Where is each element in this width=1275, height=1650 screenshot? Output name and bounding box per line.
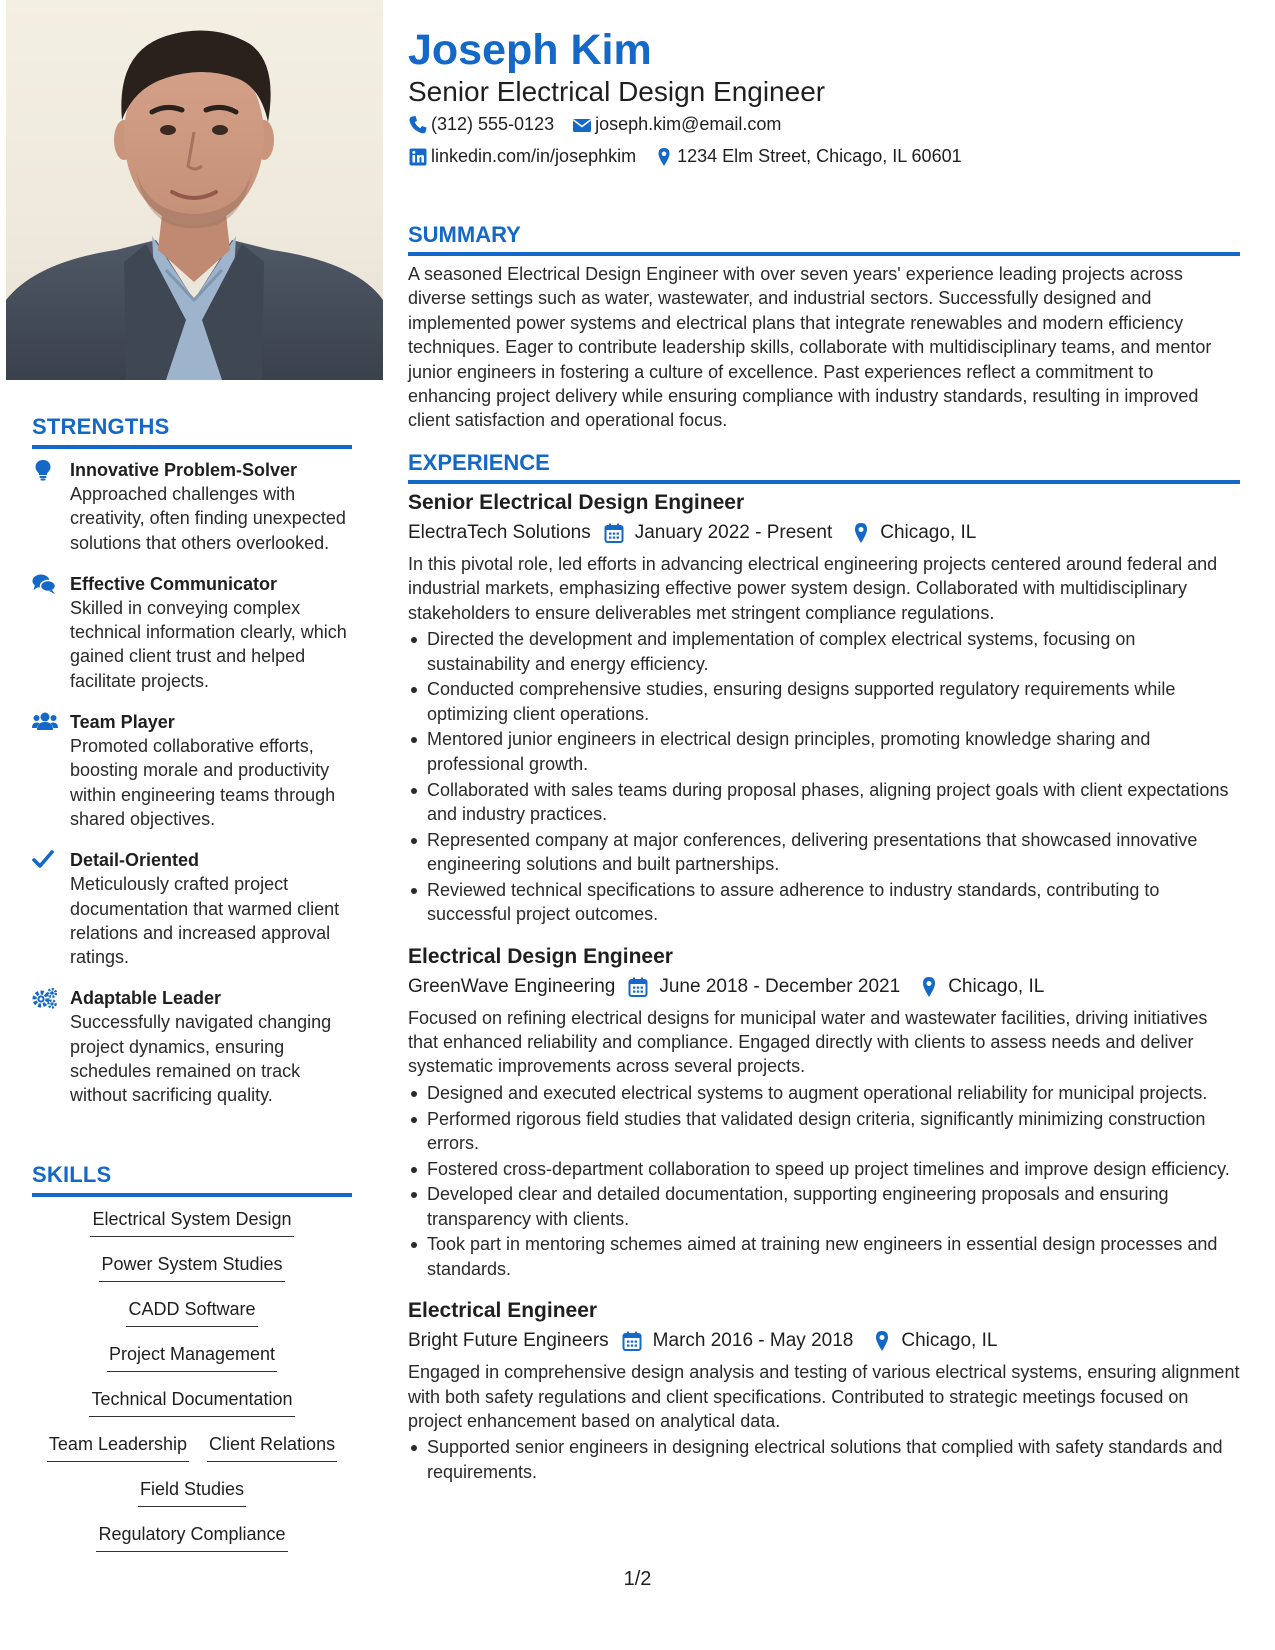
skills-list — [32, 1207, 352, 1567]
map-pin-icon — [654, 147, 674, 167]
job-description: In this pivotal role, led efforts in advancing electrical engineering projects centered around federal and industrial markets, emphasizing effective power system design. Collaborated with multidisciplinary stakeholders to ensure deliverables met stringent compliance regulations. — [408, 554, 1218, 623]
job-title: Electrical Design Engineer — [408, 944, 673, 968]
job-description: Focused on refining electrical designs for municipal water and wastewater facilities, driving initiatives that enhanced reliability and compliance. Engaged directly with clients to assess needs and deliver systematic improvements across several projects. — [408, 1007, 1208, 1077]
job-bullets — [408, 1435, 1240, 1484]
skill-tag: Regulatory Compliance — [96, 1522, 287, 1552]
job-bullet: Fostered cross-department collaboration to speed up project timelines and improve design efficiency. — [408, 1157, 1240, 1181]
strength-description: Skilled in conveying complex technical information clearly, which gained client trust and helped facilitate projects. — [70, 597, 347, 691]
gears-icon — [32, 987, 58, 1009]
job-description: Engaged in comprehensive design analysis and testing of various electrical systems, ensuring alignment with both safety regulations and client specifications. Contributed to strategic meetings focused on project enhancement based on analytical data. — [408, 1362, 1240, 1432]
job-entry — [408, 942, 1240, 1282]
candidate-name: Joseph Kim — [408, 26, 652, 74]
strength-description: Approached challenges with creativity, often finding unexpected solutions that others overlooked. — [70, 484, 346, 553]
strength-title: Detail-Oriented — [70, 850, 200, 871]
job-entry — [408, 488, 1240, 927]
skill-tag: CADD Software — [126, 1297, 257, 1327]
job-bullet: Directed the development and implementation of complex electrical systems, focusing on sustainability and energy efficiency. — [408, 627, 1240, 676]
skill-tag: Field Studies — [138, 1477, 246, 1507]
strength-title: Innovative Problem-Solver — [70, 460, 298, 480]
strength-description: Promoted collaborative efforts, boosting morale and productivity within engineering teams through shared objectives. — [70, 736, 336, 829]
strength-description: Meticulously crafted project documentation that warmed client relations and increased approval ratings. — [70, 874, 340, 968]
company-name: Bright Future Engineers — [408, 1330, 609, 1352]
skill-tag: Electrical System Design — [90, 1207, 293, 1237]
users-icon — [32, 711, 58, 733]
strength-title: Effective Communicator — [70, 573, 278, 594]
contact-line — [408, 114, 799, 135]
postal-address: 1234 Elm Street, Chicago, IL 60601 — [677, 146, 962, 166]
job-dates: March 2016 - May 2018 — [652, 1330, 854, 1352]
lightbulb-icon — [32, 459, 58, 481]
strength-item — [32, 848, 362, 969]
skill-tag: Power System Studies — [99, 1252, 284, 1282]
job-bullets — [408, 627, 1240, 926]
summary-heading: SUMMARY — [408, 222, 1240, 256]
contact-line — [408, 146, 980, 167]
map-pin-icon — [850, 522, 872, 544]
company-name: GreenWave Engineering — [408, 975, 616, 997]
page-number: 1/2 — [623, 1568, 652, 1590]
job-entry — [408, 1296, 1240, 1484]
job-bullet: Performed rigorous field studies that validated design criteria, significantly minimizing construction errors. — [408, 1107, 1240, 1156]
skill-tag: Project Management — [107, 1342, 277, 1372]
calendar-icon — [603, 522, 625, 544]
email-address[interactable]: joseph.kim@email.com — [595, 114, 782, 134]
job-title: Electrical Engineer — [408, 1299, 598, 1323]
strength-item — [32, 572, 362, 693]
job-meta — [408, 1326, 1240, 1356]
map-pin-icon — [918, 976, 940, 998]
job-location: Chicago, IL — [901, 1330, 998, 1352]
phone-contact — [408, 114, 554, 135]
skill-tag: Technical Documentation — [89, 1387, 294, 1417]
job-bullet: Represented company at major conferences, delivering presentations that showcased innovative engineering solutions and built partnerships. — [408, 828, 1240, 877]
job-bullet: Supported senior engineers in designing electrical solutions that complied with safety standards and requirements. — [408, 1435, 1240, 1484]
summary-text: A seasoned Electrical Design Engineer with over seven years' experience leading projects across diverse settings such as water, wastewater, and industrial sectors. Successfully designed and implemented power systems and electrical plans that integrate renewables and modern efficiency techniques. Eager to contribute leadership skills, collaborate with multidisciplinary teams, and mentor junior engineers in fostering a culture of excellence. Past experiences reflect a commitment to enhancing project delivery while ensuring compliance with industry standards, resulting in improved client satisfaction and operational focus. — [408, 264, 1212, 431]
linkedin-icon — [408, 147, 428, 167]
strength-item — [32, 710, 362, 831]
envelope-icon — [572, 115, 592, 135]
strengths-heading: STRENGTHS — [32, 414, 352, 449]
company-name: ElectraTech Solutions — [408, 522, 591, 543]
calendar-icon — [627, 976, 649, 998]
strength-item — [32, 458, 362, 555]
skills-heading: SKILLS — [32, 1162, 352, 1197]
map-pin-icon — [871, 1330, 893, 1352]
job-bullet: Reviewed technical specifications to assure adherence to industry standards, contributing to successful project outcomes. — [408, 878, 1240, 927]
job-bullet: Designed and executed electrical systems to augment operational reliability for municipal projects. — [408, 1081, 1240, 1105]
strength-description: Successfully navigated changing project dynamics, ensuring schedules remained on track without sacrificing quality. — [70, 1012, 332, 1106]
job-meta — [408, 972, 1240, 1002]
job-bullet: Collaborated with sales teams during proposal phases, aligning project goals with client expectations and industry practices. — [408, 778, 1240, 827]
strength-item — [32, 986, 362, 1107]
linkedin-contact — [408, 146, 636, 167]
left-sidebar — [0, 0, 383, 1650]
job-dates: June 2018 - December 2021 — [659, 975, 901, 997]
job-location: Chicago, IL — [880, 522, 977, 543]
job-location: Chicago, IL — [948, 975, 1045, 997]
phone-icon — [408, 115, 428, 135]
chat-bubbles-icon — [32, 573, 58, 595]
profile-photo — [6, 0, 383, 380]
experience-heading: EXPERIENCE — [408, 450, 1240, 484]
job-bullet: Mentored junior engineers in electrical design principles, promoting knowledge sharing and professional growth. — [408, 727, 1240, 776]
phone-number[interactable]: (312) 555-0123 — [431, 114, 555, 134]
job-bullet: Developed clear and detailed documentation, supporting engineering proposals and ensuring transparency with clients. — [408, 1182, 1240, 1231]
job-bullets — [408, 1081, 1240, 1281]
checkmark-icon — [32, 849, 58, 871]
strengths-list — [32, 458, 362, 1125]
linkedin-url[interactable]: linkedin.com/in/josephkim — [431, 146, 637, 166]
experience-list — [408, 488, 1240, 1499]
address-contact — [654, 146, 962, 167]
email-contact — [572, 114, 781, 135]
job-dates: January 2022 - Present — [634, 522, 833, 543]
candidate-role: Senior Electrical Design Engineer — [408, 76, 826, 107]
job-bullet: Conducted comprehensive studies, ensuring designs supported regulatory requirements while optimizing client operations. — [408, 677, 1240, 726]
job-bullet: Took part in mentoring schemes aimed at training new engineers in essential design processes and standards. — [408, 1232, 1240, 1281]
skill-tag: Client Relations — [207, 1432, 337, 1462]
skill-tag: Team Leadership — [47, 1432, 189, 1462]
strength-title: Team Player — [70, 712, 175, 733]
calendar-icon — [621, 1330, 643, 1352]
job-meta — [408, 518, 1240, 548]
strength-title: Adaptable Leader — [70, 988, 222, 1009]
job-title: Senior Electrical Design Engineer — [408, 491, 745, 514]
